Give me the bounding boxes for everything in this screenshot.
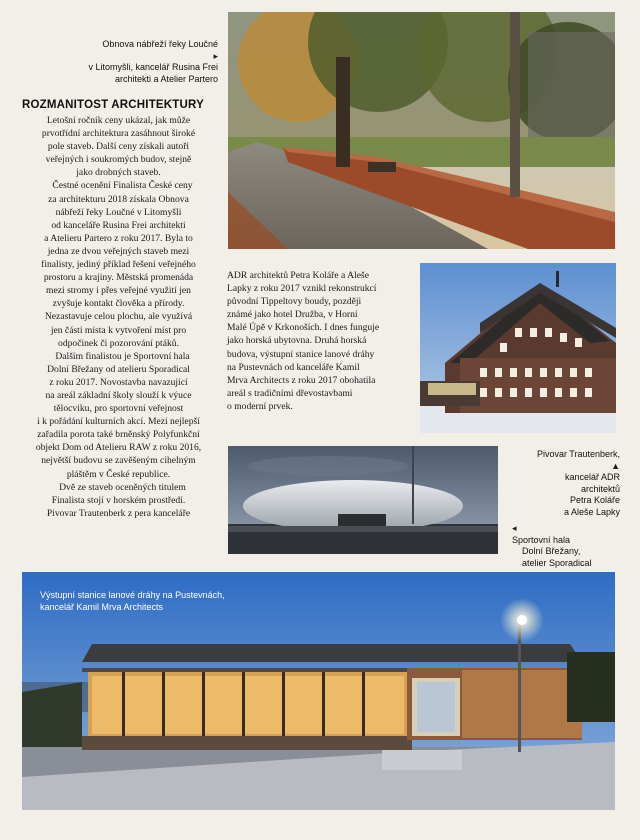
article-column-1: Letošní ročník ceny ukázal, jak může prvotřídní architektura zasáhnout široké pole staveb. Další ceny získali autoři veřejných i soukromých budov, stejně jako drobných staveb. Čestné ocenění Finalista České ceny za architekturu 2018 získala Obnova nábřeží řeky Loučné v Litomyšli od kanceláře Rusina Frei architekti a Atelieru Partero z roku 2017. Byla to jedna ze dvou veřejných staveb mezi finalisty, jediný příklad řešení veřejného prostoru a krajiny. Městská promenáda mezi stromy i přes veřejné využití jen zvyšuje kontakt člověka a přírody. Nezastavuje celou plochu, ale využívá jen části místa k vytvoření míst pro odpočinek či pozorování ptáků. Dalším finalistou je Sportovní hala Dolní Břežany od atelieru Sporadical z roku 2017. Novostavba navazující na areál základní školy slouží k výuce tělocviku, pro sportovní veřejnost i k pořádání kulturních akcí. Mezi nejlepší zařadila porota také brněnský Polyfunkční objekt Dom od Atelieru RAW z roku 2016, největší budovu se zavěšeným cihelným pláštěm v České republice. Dvě ze staveb oceněných titulem Finalista stojí v horském prostředí. Pivovar Trautenberk z pera kanceláře (35, 115, 202, 519)
mountain-brewery-photo (420, 263, 616, 433)
caret-left-icon: ◂ (512, 523, 517, 533)
caption-trautenberk: Pivovar Trautenberk, ▲ kancelář ADR architektů Petra Koláře a Aleše Lapky (536, 449, 620, 517)
caption-sportovni: ◂ Sportovní hala Dolní Břežany, atelier Sporadical (512, 523, 592, 568)
caption-louce: Obnova nábřeží řeky Loučné ▸ v Litomyšli, kancelář Rusina Frei architekti a Atelier Partero (88, 39, 218, 84)
sports-hall-photo (228, 446, 498, 554)
riverside-promenade-photo (228, 12, 615, 249)
article-column-2: ADR architektů Petra Koláře a Aleše Lapky z roku 2017 vznikl rekonstrukcí původní Tippeltovy boudy, později známé jako hotel Družba, v Horní Malé Úpě v Krkonoších. I dnes funguje jako horská ubytovna. Druhá horská budova, výstupní stanice lanové dráhy na Pustevnách od kanceláře Kamil Mrva Architects z roku 2017 obohatila areál s tradičními dřevostavbami o moderní prvek. (227, 270, 380, 412)
article-heading: ROZMANITOST ARCHITEKTURY (22, 99, 204, 111)
caret-up-icon: ▲ (611, 460, 620, 471)
caret-right-icon: ▸ (213, 50, 218, 61)
caption-pustevny: Výstupní stanice lanové dráhy na Pustevnách, kancelář Kamil Mrva Architects (40, 590, 225, 612)
